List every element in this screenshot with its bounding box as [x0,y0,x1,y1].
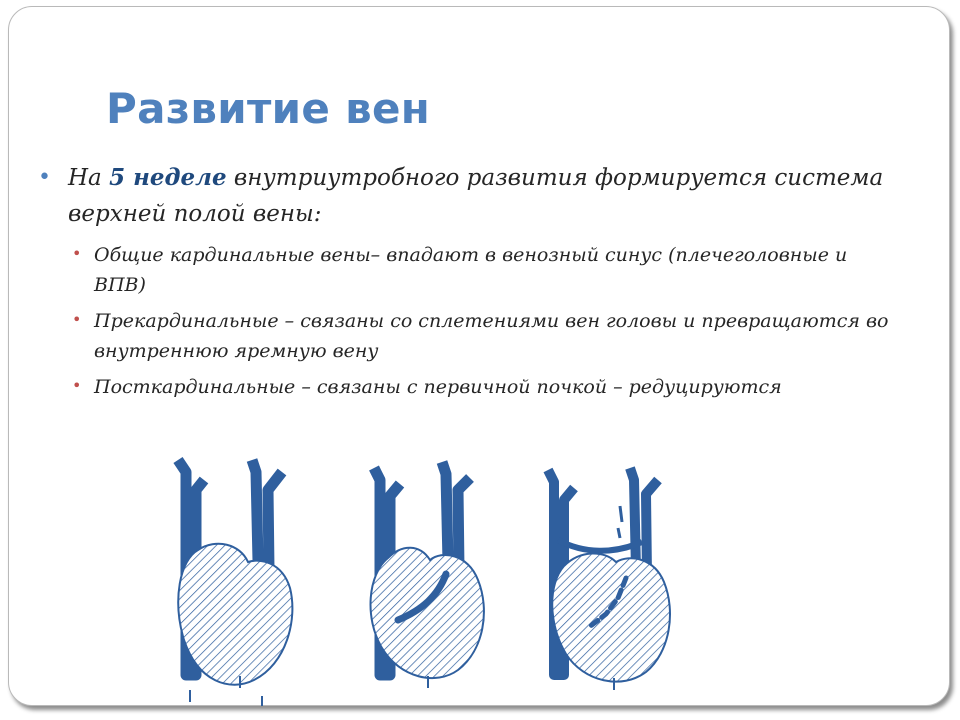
sub-bullet-dot-icon: • [72,310,82,329]
bullet-dot-icon: • [38,165,51,190]
sub-bullet-text: Общие кардинальные вены– впадают в венозный синус (плечеголовные и ВПВ) [94,244,848,296]
vein-heart-diagram-icon-3 [548,468,670,690]
vein-heart-diagram-icon-2 [371,462,484,688]
main-bullet-text: внутриутробного развития формируется система верхней полой вены: [68,165,884,227]
slide-title: Развитие вен [106,84,431,133]
vein-heart-diagram-icon-1 [178,460,292,706]
sub-bullet-dot-icon: • [72,376,82,395]
sub-bullet-text: Прекардинальные – связаны со сплетениями вен головы и превращаются во внутреннюю яремную вену [94,310,889,362]
main-bullet-prefix: На [68,165,110,191]
sub-bullet-list [72,240,904,408]
sub-bullet-item [72,372,904,402]
main-bullet [38,160,898,232]
sub-bullet-text: Посткардинальные – связаны с первичной почкой – редуцируются [94,376,782,398]
sub-bullet-item [72,240,904,300]
vein-diagrams [150,450,710,710]
sub-bullet-dot-icon: • [72,244,82,263]
sub-bullet-item [72,306,904,366]
main-bullet-highlight: 5 неделе [109,164,227,191]
